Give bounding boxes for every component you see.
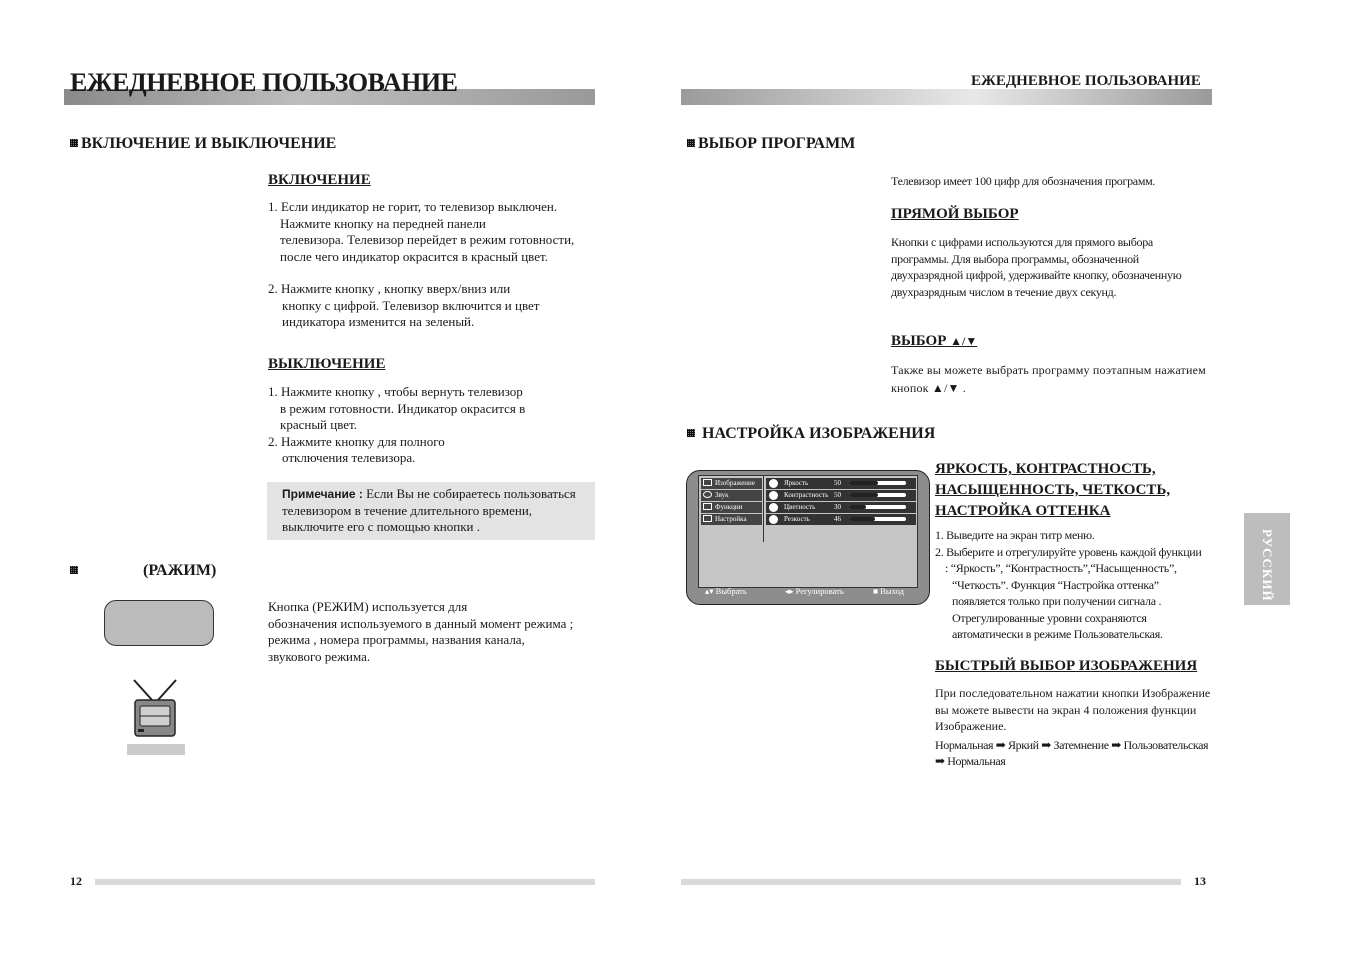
sharpness-icon bbox=[769, 515, 778, 524]
setup-icon bbox=[703, 515, 712, 522]
osd-select: ▴▾ Выбрать bbox=[705, 586, 747, 596]
section-program: ВЫБОР ПРОГРАММ bbox=[687, 135, 855, 153]
level-fill bbox=[849, 517, 875, 521]
osd-item: Контрастность 50 bbox=[766, 490, 916, 501]
level-track bbox=[849, 505, 906, 509]
level-track bbox=[849, 481, 906, 485]
footer-bar-right bbox=[681, 879, 1181, 885]
color-icon bbox=[769, 503, 778, 512]
picture-icon bbox=[703, 479, 712, 486]
picture-heading: ЯРКОСТЬ, КОНТРАСТНОСТЬ, НАСЫЩЕННОСТЬ, ЧЕТКОСТЬ, НАСТРОЙКА ОТТЕНКА bbox=[935, 461, 1171, 519]
section-power: ВКЛЮЧЕНИЕ И ВЫКЛЮЧЕНИЕ bbox=[70, 135, 336, 153]
osd-menu-list bbox=[699, 476, 763, 528]
functions-icon bbox=[703, 503, 712, 510]
contrast-icon bbox=[769, 491, 778, 500]
osd-menu-sound: Звук bbox=[701, 490, 762, 501]
subheading-direct: ПРЯМОЙ ВЫБОР bbox=[891, 206, 1019, 222]
subheading-on: ВКЛЮЧЕНИЕ bbox=[268, 172, 371, 188]
osd-item: Резкость 46 bbox=[766, 514, 916, 525]
page-number-right: 13 bbox=[1194, 874, 1206, 888]
on-text: 1. Если индикатор не горит, то телевизор выключен. Нажмите кнопку на передней панели телевизора. Телевизор перейдет в режим готовности, после чего индикатор окрасится в красный цвет. 2. Нажмите кнопку , кнопку вверх/вниз или кнопку с цифрой. Телевизор включится и цвет индикатора изменится на зеленый. bbox=[268, 199, 575, 329]
section-picture: НАСТРОЙКА ИЗОБРАЖЕНИЯ bbox=[687, 425, 935, 443]
sound-icon bbox=[703, 491, 712, 498]
level-track bbox=[849, 517, 906, 521]
footer-bar-left bbox=[95, 879, 595, 885]
tv-icon bbox=[128, 678, 184, 738]
osd-exit: ■ Выход bbox=[873, 586, 904, 596]
mode-gray-bar bbox=[127, 744, 185, 755]
osd-item: Яркость 50 bbox=[766, 478, 916, 489]
subheading-updown: ВЫБОР ▲/▼ bbox=[891, 333, 978, 349]
section-mode: (РАЖИМ) bbox=[70, 562, 216, 580]
program-intro: Телевизор имеет 100 цифр для обозначения программ. bbox=[891, 174, 1156, 188]
osd-menu-functions: Функции bbox=[701, 502, 762, 513]
page-number-left: 12 bbox=[70, 874, 82, 888]
quick-text: При последовательном нажатии кнопки Изображение вы можете вывести на экран 4 положения функции Изображение. Нормальная ➡ Яркий ➡ Затемнение ➡ Пользовательская ➡ Нормальная bbox=[935, 686, 1211, 768]
page-title: ЕЖЕДНЕВНОЕ ПОЛЬЗОВАНИЕ bbox=[70, 68, 458, 97]
right-header: ЕЖЕДНЕВНОЕ ПОЛЬЗОВАНИЕ bbox=[971, 73, 1201, 89]
level-fill bbox=[849, 493, 878, 497]
mode-display-illustration bbox=[104, 600, 214, 646]
osd-screen bbox=[698, 475, 918, 588]
osd-footer bbox=[699, 586, 917, 600]
section-bullet-icon bbox=[687, 139, 695, 147]
osd-menu-picture: Изображение bbox=[701, 478, 762, 489]
section-bullet-icon bbox=[687, 429, 695, 437]
right-title-bar bbox=[681, 89, 1212, 105]
section-bullet-icon bbox=[70, 139, 78, 147]
osd-item: Цветность 30 bbox=[766, 502, 916, 513]
level-fill bbox=[849, 505, 866, 509]
note-text: Примечание : Если Вы не собираетесь пользоваться телевизором в течение длительного времени, выключите его с помощью кнопки . bbox=[282, 486, 576, 534]
level-track bbox=[849, 493, 906, 497]
brightness-icon bbox=[769, 479, 778, 488]
subheading-off: ВЫКЛЮЧЕНИЕ bbox=[268, 356, 386, 372]
picture-steps: 1. Выведите на экран титр меню. 2. Выберите и отрегулируйте уровень каждой функции : “Яркость”, “Контрастность”,“Насыщенность”, “Четкость”. Функция “Настройка оттенка” появляется только при получении сигнала . Отрегулированные уровни сохраняются автоматически в режиме Пользовательская. bbox=[935, 528, 1202, 641]
osd-menu-illustration bbox=[686, 470, 930, 605]
osd-menu-setup: Настройка bbox=[701, 514, 762, 525]
mode-text: Кнопка (РЕЖИМ) используется для обозначения используемого в данный момент режима ; режима , номера программы, названия канала, звукового режима. bbox=[268, 599, 574, 664]
section-bullet-icon bbox=[70, 566, 78, 574]
direct-text: Кнопки с цифрами используются для прямого выбора программы. Для выбора программы, обозначенной двухразрядной цифрой, удерживайте кнопку, обозначенную двухразрядным числом в течение двух секунд. bbox=[891, 235, 1182, 299]
level-fill bbox=[849, 481, 878, 485]
language-tab: РУССКИЙ bbox=[1244, 513, 1290, 605]
osd-adjust: ◂▸ Регулировать bbox=[785, 586, 844, 596]
subheading-quick: БЫСТРЫЙ ВЫБОР ИЗОБРАЖЕНИЯ bbox=[935, 658, 1198, 674]
osd-adjust-panel bbox=[763, 476, 918, 542]
off-text: 1. Нажмите кнопку , чтобы вернуть телевизор в режим готовности. Индикатор окрасится в красный цвет. 2. Нажмите кнопку для полного отключения телевизора. bbox=[268, 384, 526, 465]
updown-text: Также вы можете выбрать программу поэтапным нажатием кнопок ▲/▼ . bbox=[891, 363, 1206, 395]
